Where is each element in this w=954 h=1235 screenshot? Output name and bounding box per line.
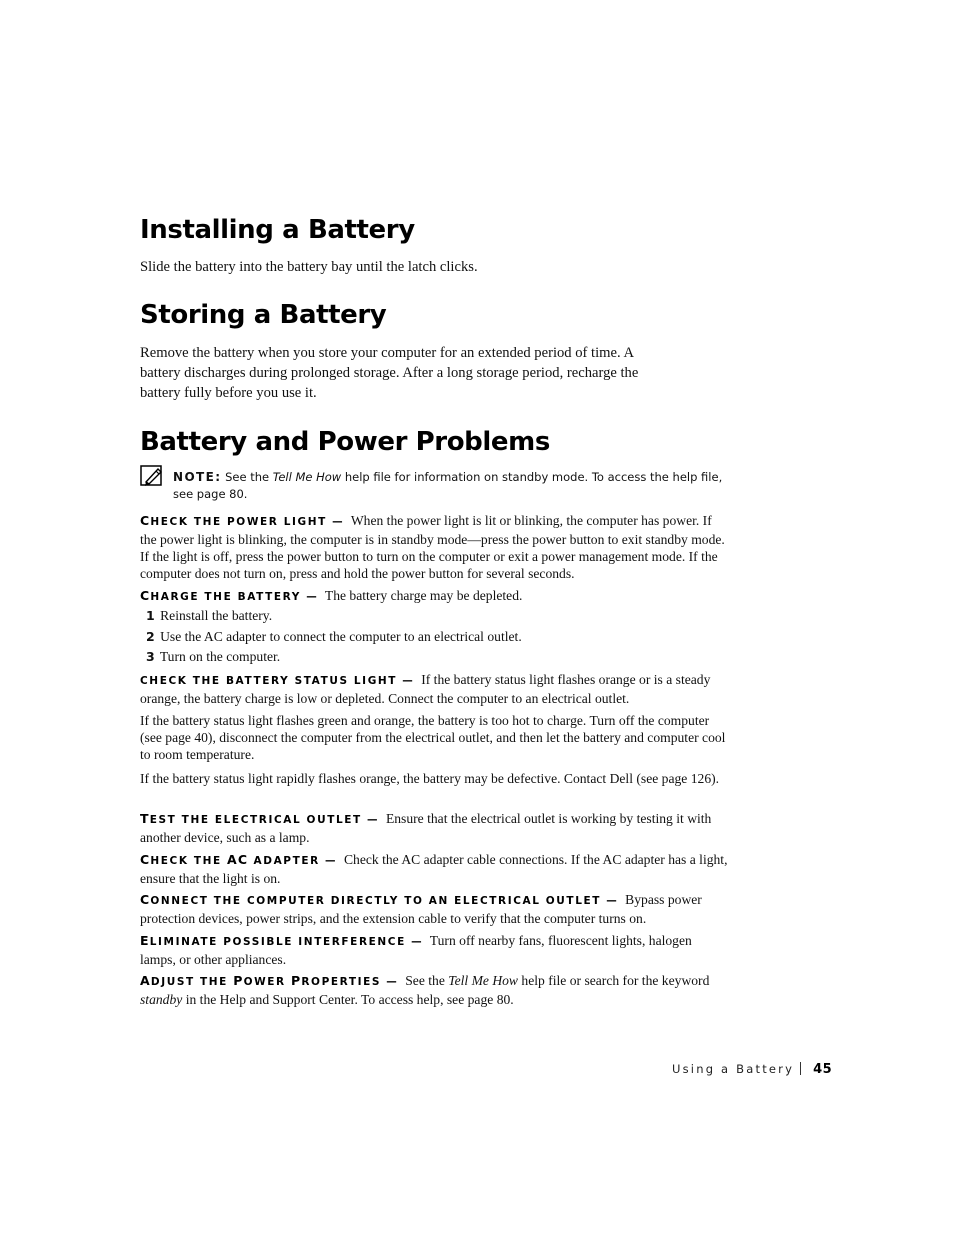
heading-battery-power-problems: Battery and Power Problems <box>140 427 550 457</box>
adjust-tell-me-how: Tell Me How <box>448 973 518 988</box>
check-ac-adapter-text: Check the AC adapter cable connections. If the AC adapter has a light, ensure that the light is on. <box>140 852 728 886</box>
footer-chapter-title: Using a Battery <box>672 1062 795 1076</box>
note-standby <box>173 469 733 503</box>
test-outlet-heading: TEST THE ELECTRICAL OUTLET — <box>140 811 380 826</box>
note-text-c: see page 80. <box>173 487 248 501</box>
adjust-text-c: in the Help and Support Center. To access help, see page 80. <box>185 992 514 1007</box>
adjust-power-properties <box>140 972 730 1008</box>
charge-battery-heading: CHARGE THE BATTERY — <box>140 588 319 603</box>
check-ac-adapter <box>140 851 730 887</box>
heading-storing-battery: Storing a Battery <box>140 300 387 330</box>
page-footer <box>672 1062 832 1077</box>
connect-directly-heading: CONNECT THE COMPUTER DIRECTLY TO AN ELECTRICAL OUTLET — <box>140 892 619 907</box>
footer-separator <box>800 1062 801 1075</box>
step-3-text: Turn on the computer. <box>159 649 281 664</box>
check-power-light-heading: CHECK THE POWER LIGHT — <box>140 513 345 528</box>
step-2-number: 2 <box>146 629 155 644</box>
note-label: NOTE: <box>173 470 222 484</box>
adjust-text-b: help file or search for the keyword <box>521 973 710 988</box>
note-pencil-icon <box>140 465 164 487</box>
adjust-text-a: See the <box>405 973 445 988</box>
note-text-a: See the <box>225 470 270 484</box>
step-3-number: 3 <box>146 649 155 664</box>
check-status-light-heading: CHECK THE BATTERY STATUS LIGHT — <box>140 675 415 687</box>
adjust-power-properties-heading: ADJUST THE POWER PROPERTIES — <box>140 973 399 988</box>
note-tell-me-how: Tell Me How <box>272 470 342 484</box>
test-outlet <box>140 810 730 846</box>
para-rapid-orange: If the battery status light rapidly flashes orange, the battery may be defective. Contact Dell (see page 126). <box>140 771 720 786</box>
step-1-number: 1 <box>146 608 155 623</box>
heading-installing-battery: Installing a Battery <box>140 215 415 245</box>
eliminate-interference-heading: ELIMINATE POSSIBLE INTERFERENCE — <box>140 933 424 948</box>
para-flashes-green: If the battery status light flashes green and orange, the battery is too hot to charge. Turn off the computer (see page 40), disconnect the computer from the electrical outlet, and then let the battery and computer cool to room temperature. <box>140 713 726 762</box>
storing-line-3: battery fully before you use it. <box>140 385 317 401</box>
adjust-standby-keyword: standby <box>140 992 183 1007</box>
note-text-b: help file for information on standby mode. To access the help file, <box>344 470 723 484</box>
eliminate-interference-text: Turn off nearby fans, fluorescent lights, halogen lamps, or other appliances. <box>140 933 692 967</box>
storing-line-1: Remove the battery when you store your computer for an extended period of time. A <box>140 345 635 361</box>
check-power-light <box>140 512 730 582</box>
step-1-text: Reinstall the battery. <box>160 608 273 623</box>
installing-text: Slide the battery into the battery bay until the latch clicks. <box>140 259 478 275</box>
connect-directly <box>140 891 730 927</box>
charge-battery <box>140 587 730 606</box>
step-3 <box>146 648 280 665</box>
step-1 <box>146 607 272 624</box>
check-ac-adapter-heading: CHECK THE AC ADAPTER — <box>140 852 338 867</box>
test-outlet-text: Ensure that the electrical outlet is working by testing it with another device, such as a lamp. <box>140 811 712 845</box>
eliminate-interference <box>140 932 730 968</box>
check-status-light-text: If the battery status light flashes orange or is a steady orange, the battery charge is low or depleted. Connect the computer to an electrical outlet. <box>140 672 711 706</box>
storing-text <box>140 343 730 403</box>
check-power-light-text: When the power light is lit or blinking, the computer has power. If the power light is blinking, the computer is in standby mode—press the power button to exit standby mode. If the light is off, press the power button to turn on the computer or exit a power management mode. If the computer does not turn on, press and hold the power button for several seconds. <box>140 513 725 581</box>
step-2 <box>146 628 522 645</box>
step-2-text: Use the AC adapter to connect the computer to an electrical outlet. <box>160 629 522 644</box>
page-number: 45 <box>813 1062 833 1077</box>
check-status-light <box>140 671 730 707</box>
connect-directly-text: Bypass power protection devices, power strips, and the extension cable to verify that the computer turns on. <box>140 892 702 926</box>
storing-line-2: battery discharges during prolonged storage. After a long storage period, recharge the <box>140 365 639 381</box>
charge-battery-text: The battery charge may be depleted. <box>324 588 523 603</box>
